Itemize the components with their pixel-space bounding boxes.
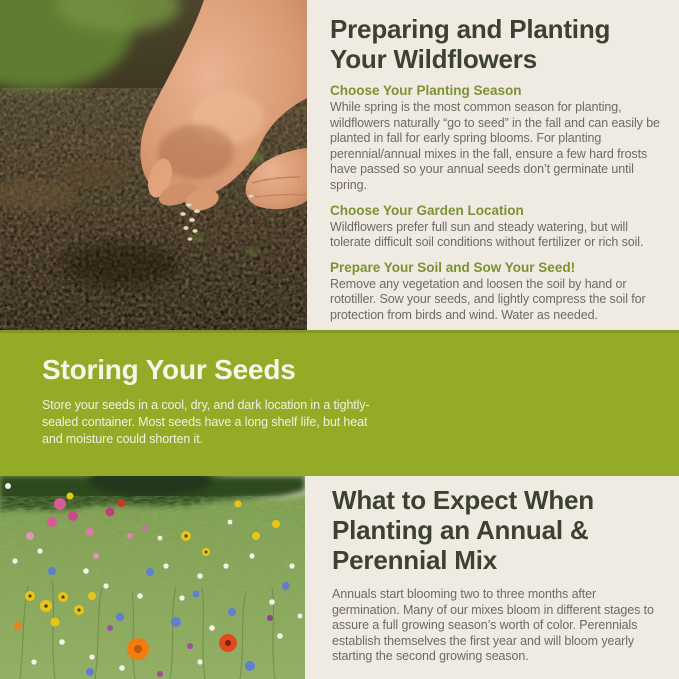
body-planting-season: While spring is the most common season for planting, wildflowers naturally “go to seed” in the fall and can easily be planted in fall for early spring blooms. For planting perennial/annual mixes in the fall, ensure a few hard frosts have passed so your annual seeds don’t germinate until spring.: [330, 100, 660, 192]
expect-title: [332, 485, 665, 575]
title-line-2: Your Wildflowers: [330, 44, 537, 74]
expect-body: Annuals start blooming two to three months after germination. Many of our mixes bloom in different stages to assure a full growing season’s worth of color. Perennials establish themselves the first year and will bloom yearly starting the second growing season.: [332, 587, 654, 664]
expect-title-line-3: Perennial Mix: [332, 545, 498, 575]
banner-body: Store your seeds in a cool, dry, and dark location in a tightly-sealed container. Most seeds have a long shelf life, but heat and moisture could shorten it.: [42, 398, 370, 446]
body-prepare-soil: Remove any vegetation and loosen the soil by hand or rototiller. Sow your seeds, and lightly compress the soil for protection from birds and wind. Water as needed.: [330, 276, 646, 322]
wildflower-meadow-photo: [0, 476, 305, 679]
title-line-1: Preparing and Planting: [330, 14, 611, 44]
preparing-planting-section: [307, 0, 679, 330]
sowing-hand-photo: [0, 0, 307, 330]
page-title: [330, 14, 665, 74]
sowing-hand-illustration: [0, 0, 307, 330]
expect-title-line-1: What to Expect When: [332, 485, 594, 515]
subheading-garden-location: Choose Your Garden Location: [330, 202, 524, 218]
subheading-planting-season: Choose Your Planting Season: [330, 83, 522, 98]
storing-seeds-banner: [0, 330, 679, 476]
expect-title-line-2: Planting an Annual &: [332, 515, 589, 545]
wildflower-meadow-illustration: [0, 476, 305, 679]
what-to-expect-section: [305, 476, 679, 679]
subheading-prepare-soil: Prepare Your Soil and Sow Your Seed!: [330, 259, 576, 275]
banner-title: Storing Your Seeds: [42, 354, 296, 385]
body-garden-location: Wildflowers prefer full sun and steady watering, but will tolerate difficult soil conditions without fertilizer or rich soil.: [330, 219, 644, 250]
storing-seeds-text: [42, 354, 377, 448]
